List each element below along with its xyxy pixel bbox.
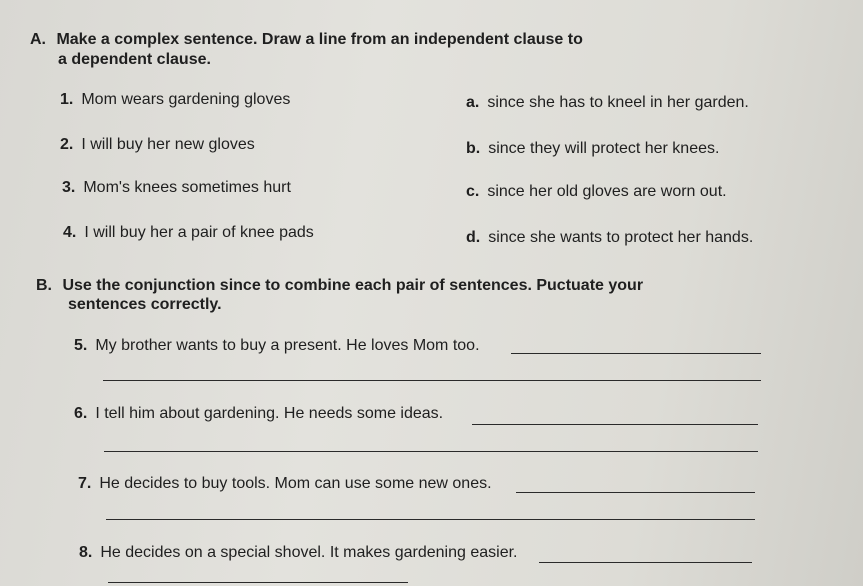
- answer-line-8a[interactable]: [539, 562, 752, 563]
- clause-text: I will buy her a pair of knee pads: [84, 224, 314, 241]
- answer-line-8b[interactable]: [108, 582, 408, 583]
- clause-text: Mom wears gardening gloves: [81, 91, 291, 108]
- answer-line-6b[interactable]: [104, 451, 758, 452]
- item-number: 7.: [78, 475, 92, 492]
- section-a-instruction-line1: [30, 31, 583, 49]
- answer-line-7b[interactable]: [106, 519, 755, 520]
- clause-letter: a.: [466, 94, 480, 111]
- section-b-instruction-line2: sentences correctly.: [68, 296, 222, 313]
- dependent-clause-a: [466, 94, 749, 112]
- answer-line-6a[interactable]: [472, 424, 758, 425]
- clause-number: 3.: [62, 179, 76, 196]
- clause-number: 4.: [63, 224, 77, 241]
- section-b-instruction-post: to combine each pair of sentences. Puctuate your: [260, 277, 644, 294]
- item-text: I tell him about gardening. He needs some ideas.: [95, 405, 444, 422]
- item-text: He decides on a special shovel. It makes gardening easier.: [100, 544, 518, 561]
- section-a-instruction-line2: a dependent clause.: [58, 51, 211, 68]
- item-number: 6.: [74, 405, 88, 422]
- independent-clause-3: [62, 179, 291, 197]
- dependent-clause-d: [466, 229, 753, 247]
- item-number: 5.: [74, 337, 88, 354]
- independent-clause-2: [60, 136, 255, 154]
- clause-text: since she has to kneel in her garden.: [487, 94, 749, 111]
- clause-text: Mom's knees sometimes hurt: [83, 179, 291, 196]
- clause-text: since her old gloves are worn out.: [487, 183, 727, 200]
- section-b-instruction-line1: [36, 277, 643, 295]
- section-b-keyword: since: [219, 277, 261, 294]
- sentence-pair-7: [78, 475, 492, 493]
- sentence-pair-6: [74, 405, 443, 423]
- independent-clause-1: [60, 91, 290, 109]
- answer-line-5a[interactable]: [511, 353, 761, 354]
- clause-text: since they will protect her knees.: [488, 140, 720, 157]
- section-a-instruction-text: Make a complex sentence. Draw a line from an independent clause to: [56, 31, 583, 48]
- sentence-pair-8: [79, 544, 517, 562]
- answer-line-7a[interactable]: [516, 492, 755, 493]
- section-b-instruction-pre: Use the conjunction: [62, 277, 220, 294]
- clause-text: since she wants to protect her hands.: [488, 229, 754, 246]
- sentence-pair-5: [74, 337, 480, 355]
- item-text: My brother wants to buy a present. He loves Mom too.: [95, 337, 480, 354]
- section-a-letter: A.: [30, 31, 46, 48]
- clause-text: I will buy her new gloves: [81, 136, 255, 153]
- clause-number: 1.: [60, 91, 74, 108]
- answer-line-5b[interactable]: [103, 380, 761, 381]
- item-text: He decides to buy tools. Mom can use some new ones.: [99, 475, 492, 492]
- dependent-clause-c: [466, 183, 727, 201]
- clause-number: 2.: [60, 136, 74, 153]
- clause-letter: c.: [466, 183, 480, 200]
- clause-letter: d.: [466, 229, 481, 246]
- clause-letter: b.: [466, 140, 481, 157]
- independent-clause-4: [63, 224, 314, 242]
- dependent-clause-b: [466, 140, 719, 158]
- section-b-letter: B.: [36, 277, 52, 294]
- item-number: 8.: [79, 544, 93, 561]
